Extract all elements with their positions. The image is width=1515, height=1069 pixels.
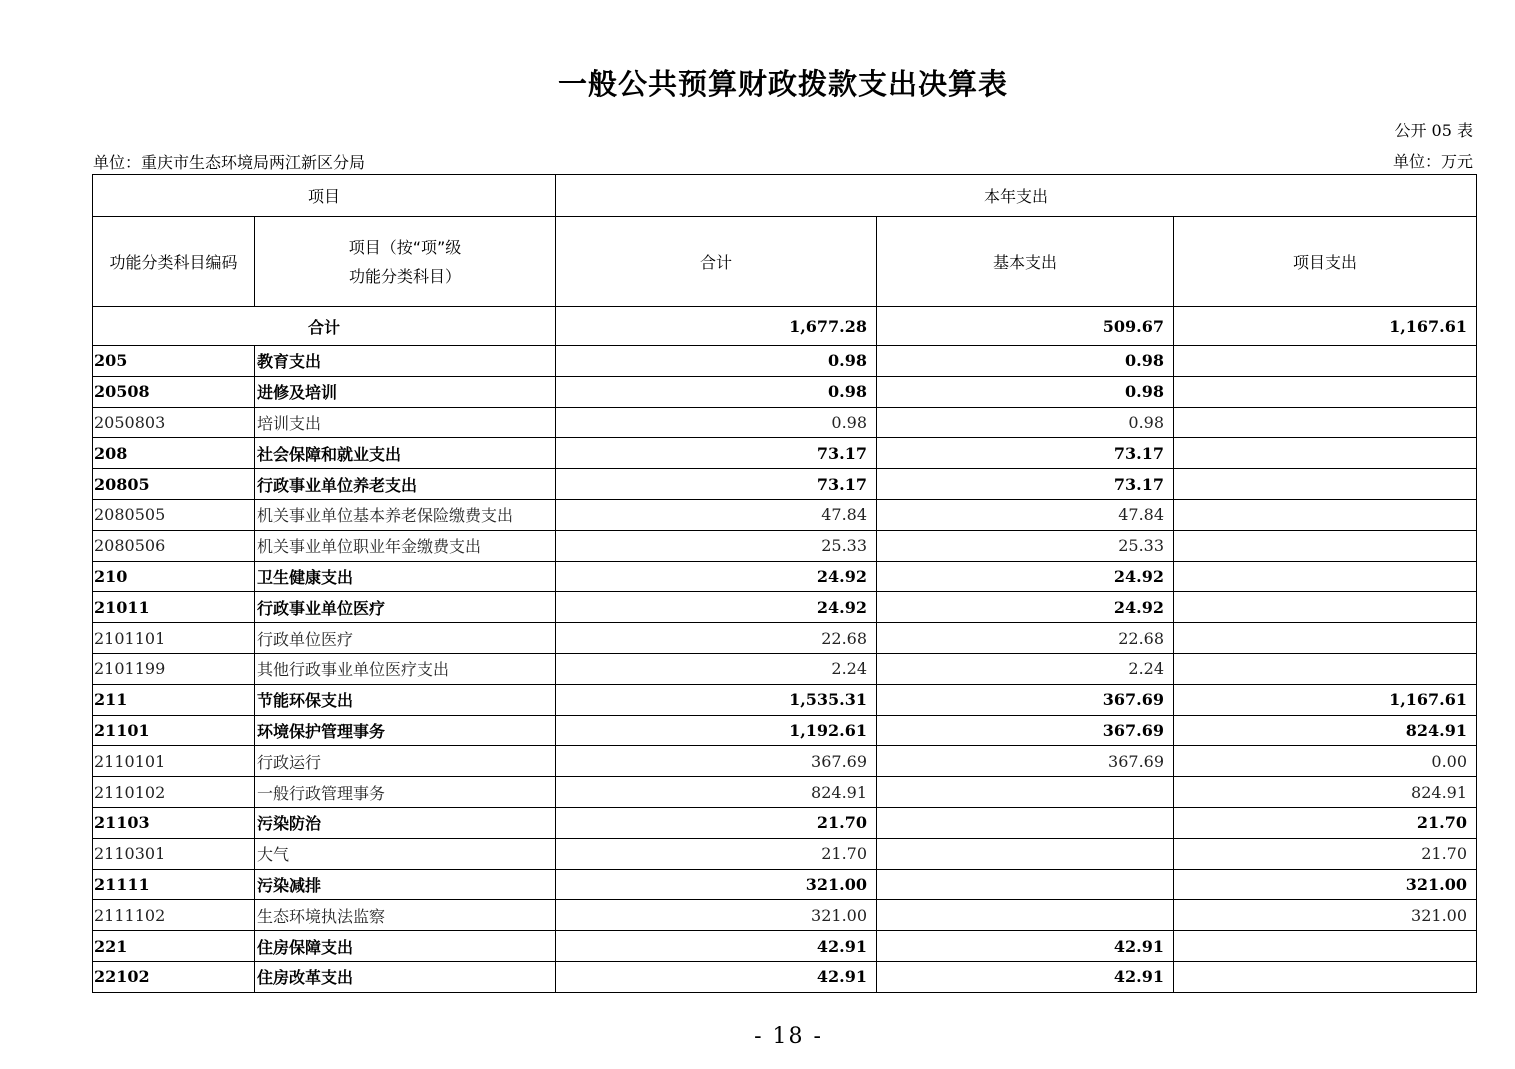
row-total: 21.70 <box>556 838 877 869</box>
row-basic: 25.33 <box>877 530 1174 561</box>
table-row <box>93 623 1477 654</box>
expenditure-table <box>92 174 1477 993</box>
row-basic: 367.69 <box>877 746 1174 777</box>
row-project <box>1174 346 1477 377</box>
row-basic: 367.69 <box>877 684 1174 715</box>
page-number: - 18 - <box>754 1024 823 1049</box>
row-project: 21.70 <box>1174 807 1477 838</box>
row-basic: 0.98 <box>877 376 1174 407</box>
row-project: 824.91 <box>1174 777 1477 808</box>
row-name: 住房保障支出 <box>255 931 556 962</box>
row-total: 25.33 <box>556 530 877 561</box>
row-code: 205 <box>93 346 255 377</box>
row-name: 进修及培训 <box>255 376 556 407</box>
row-project <box>1174 653 1477 684</box>
row-project <box>1174 499 1477 530</box>
header-row-1 <box>93 175 1477 217</box>
row-name: 行政运行 <box>255 746 556 777</box>
row-total: 22.68 <box>556 623 877 654</box>
form-number: 公开 05 表 <box>1394 121 1473 140</box>
table-row <box>93 838 1477 869</box>
header-project-expenditure: 项目支出 <box>1174 217 1477 307</box>
row-basic: 22.68 <box>877 623 1174 654</box>
row-code: 208 <box>93 438 255 469</box>
table-row <box>93 499 1477 530</box>
row-project <box>1174 469 1477 500</box>
row-total: 0.98 <box>556 346 877 377</box>
table-row <box>93 376 1477 407</box>
table-row <box>93 530 1477 561</box>
row-basic <box>877 838 1174 869</box>
table-row <box>93 931 1477 962</box>
row-total: 367.69 <box>556 746 877 777</box>
row-code: 20508 <box>93 376 255 407</box>
row-project <box>1174 407 1477 438</box>
reporting-unit: 单位：重庆市生态环境局两江新区分局 <box>93 153 366 172</box>
row-code: 221 <box>93 931 255 962</box>
row-name: 行政单位医疗 <box>255 623 556 654</box>
row-name: 教育支出 <box>255 346 556 377</box>
row-name: 污染防治 <box>255 807 556 838</box>
row-project: 321.00 <box>1174 869 1477 900</box>
row-basic <box>877 869 1174 900</box>
header-basic: 基本支出 <box>877 217 1174 307</box>
table-row <box>93 869 1477 900</box>
row-basic: 0.98 <box>877 346 1174 377</box>
row-project <box>1174 623 1477 654</box>
table-row <box>93 592 1477 623</box>
row-basic: 367.69 <box>877 715 1174 746</box>
row-total: 24.92 <box>556 592 877 623</box>
row-code: 2110101 <box>93 746 255 777</box>
row-total: 42.91 <box>556 961 877 992</box>
row-code: 20805 <box>93 469 255 500</box>
row-total: 2.24 <box>556 653 877 684</box>
total-basic: 509.67 <box>877 307 1174 346</box>
row-code: 21111 <box>93 869 255 900</box>
row-project <box>1174 961 1477 992</box>
row-code: 2110102 <box>93 777 255 808</box>
row-project: 0.00 <box>1174 746 1477 777</box>
row-name: 机关事业单位基本养老保险缴费支出 <box>255 499 556 530</box>
row-name: 行政事业单位养老支出 <box>255 469 556 500</box>
row-basic: 24.92 <box>877 592 1174 623</box>
row-code: 211 <box>93 684 255 715</box>
row-basic: 2.24 <box>877 653 1174 684</box>
header-row-2 <box>93 217 1477 307</box>
header-item <box>255 217 556 307</box>
row-name: 污染减排 <box>255 869 556 900</box>
table-row <box>93 407 1477 438</box>
row-total: 21.70 <box>556 807 877 838</box>
row-project: 321.00 <box>1174 900 1477 931</box>
row-name: 一般行政管理事务 <box>255 777 556 808</box>
row-total: 47.84 <box>556 499 877 530</box>
row-code: 2080506 <box>93 530 255 561</box>
row-project <box>1174 438 1477 469</box>
row-project <box>1174 931 1477 962</box>
row-name: 机关事业单位职业年金缴费支出 <box>255 530 556 561</box>
row-total: 42.91 <box>556 931 877 962</box>
row-total: 73.17 <box>556 438 877 469</box>
row-basic <box>877 777 1174 808</box>
row-basic: 73.17 <box>877 438 1174 469</box>
row-total: 0.98 <box>556 407 877 438</box>
table-row <box>93 715 1477 746</box>
row-name: 节能环保支出 <box>255 684 556 715</box>
row-code: 2080505 <box>93 499 255 530</box>
row-code: 210 <box>93 561 255 592</box>
row-project <box>1174 561 1477 592</box>
header-code: 功能分类科目编码 <box>93 217 255 307</box>
row-code: 2111102 <box>93 900 255 931</box>
row-project <box>1174 592 1477 623</box>
row-code: 2110301 <box>93 838 255 869</box>
row-code: 21011 <box>93 592 255 623</box>
row-name: 其他行政事业单位医疗支出 <box>255 653 556 684</box>
row-code: 21103 <box>93 807 255 838</box>
table-row <box>93 653 1477 684</box>
row-total: 321.00 <box>556 869 877 900</box>
row-name: 行政事业单位医疗 <box>255 592 556 623</box>
row-basic: 73.17 <box>877 469 1174 500</box>
row-total: 24.92 <box>556 561 877 592</box>
row-total: 1,535.31 <box>556 684 877 715</box>
table-row <box>93 746 1477 777</box>
header-total: 合计 <box>556 217 877 307</box>
row-basic: 47.84 <box>877 499 1174 530</box>
total-amount: 1,677.28 <box>556 307 877 346</box>
row-basic: 42.91 <box>877 931 1174 962</box>
table-row <box>93 346 1477 377</box>
table-row <box>93 777 1477 808</box>
row-basic: 24.92 <box>877 561 1174 592</box>
table-row <box>93 469 1477 500</box>
table-row <box>93 807 1477 838</box>
row-name: 培训支出 <box>255 407 556 438</box>
row-project: 1,167.61 <box>1174 684 1477 715</box>
table-row <box>93 684 1477 715</box>
row-total: 824.91 <box>556 777 877 808</box>
table-row <box>93 900 1477 931</box>
table-row <box>93 961 1477 992</box>
header-item-line2: 功能分类科目） <box>349 266 462 286</box>
table-row <box>93 438 1477 469</box>
total-label: 合计 <box>93 307 556 346</box>
row-basic <box>877 807 1174 838</box>
row-name: 住房改革支出 <box>255 961 556 992</box>
table-row <box>93 561 1477 592</box>
row-code: 2101199 <box>93 653 255 684</box>
page-title: 一般公共预算财政拨款支出决算表 <box>557 67 1008 101</box>
row-name: 卫生健康支出 <box>255 561 556 592</box>
row-total: 1,192.61 <box>556 715 877 746</box>
total-row <box>93 307 1477 346</box>
row-total: 73.17 <box>556 469 877 500</box>
row-project: 21.70 <box>1174 838 1477 869</box>
row-project <box>1174 376 1477 407</box>
row-name: 大气 <box>255 838 556 869</box>
row-code: 2101101 <box>93 623 255 654</box>
header-current-year: 本年支出 <box>556 175 1477 217</box>
currency-unit: 单位：万元 <box>1392 152 1473 171</box>
total-project: 1,167.61 <box>1174 307 1477 346</box>
row-total: 321.00 <box>556 900 877 931</box>
row-code: 2050803 <box>93 407 255 438</box>
row-basic: 42.91 <box>877 961 1174 992</box>
header-project: 项目 <box>93 175 556 217</box>
row-code: 22102 <box>93 961 255 992</box>
row-basic: 0.98 <box>877 407 1174 438</box>
row-name: 环境保护管理事务 <box>255 715 556 746</box>
row-project <box>1174 530 1477 561</box>
row-name: 社会保障和就业支出 <box>255 438 556 469</box>
row-total: 0.98 <box>556 376 877 407</box>
row-basic <box>877 900 1174 931</box>
row-project: 824.91 <box>1174 715 1477 746</box>
header-item-line1: 项目（按“项”级 <box>348 237 462 257</box>
row-name: 生态环境执法监察 <box>255 900 556 931</box>
row-code: 21101 <box>93 715 255 746</box>
